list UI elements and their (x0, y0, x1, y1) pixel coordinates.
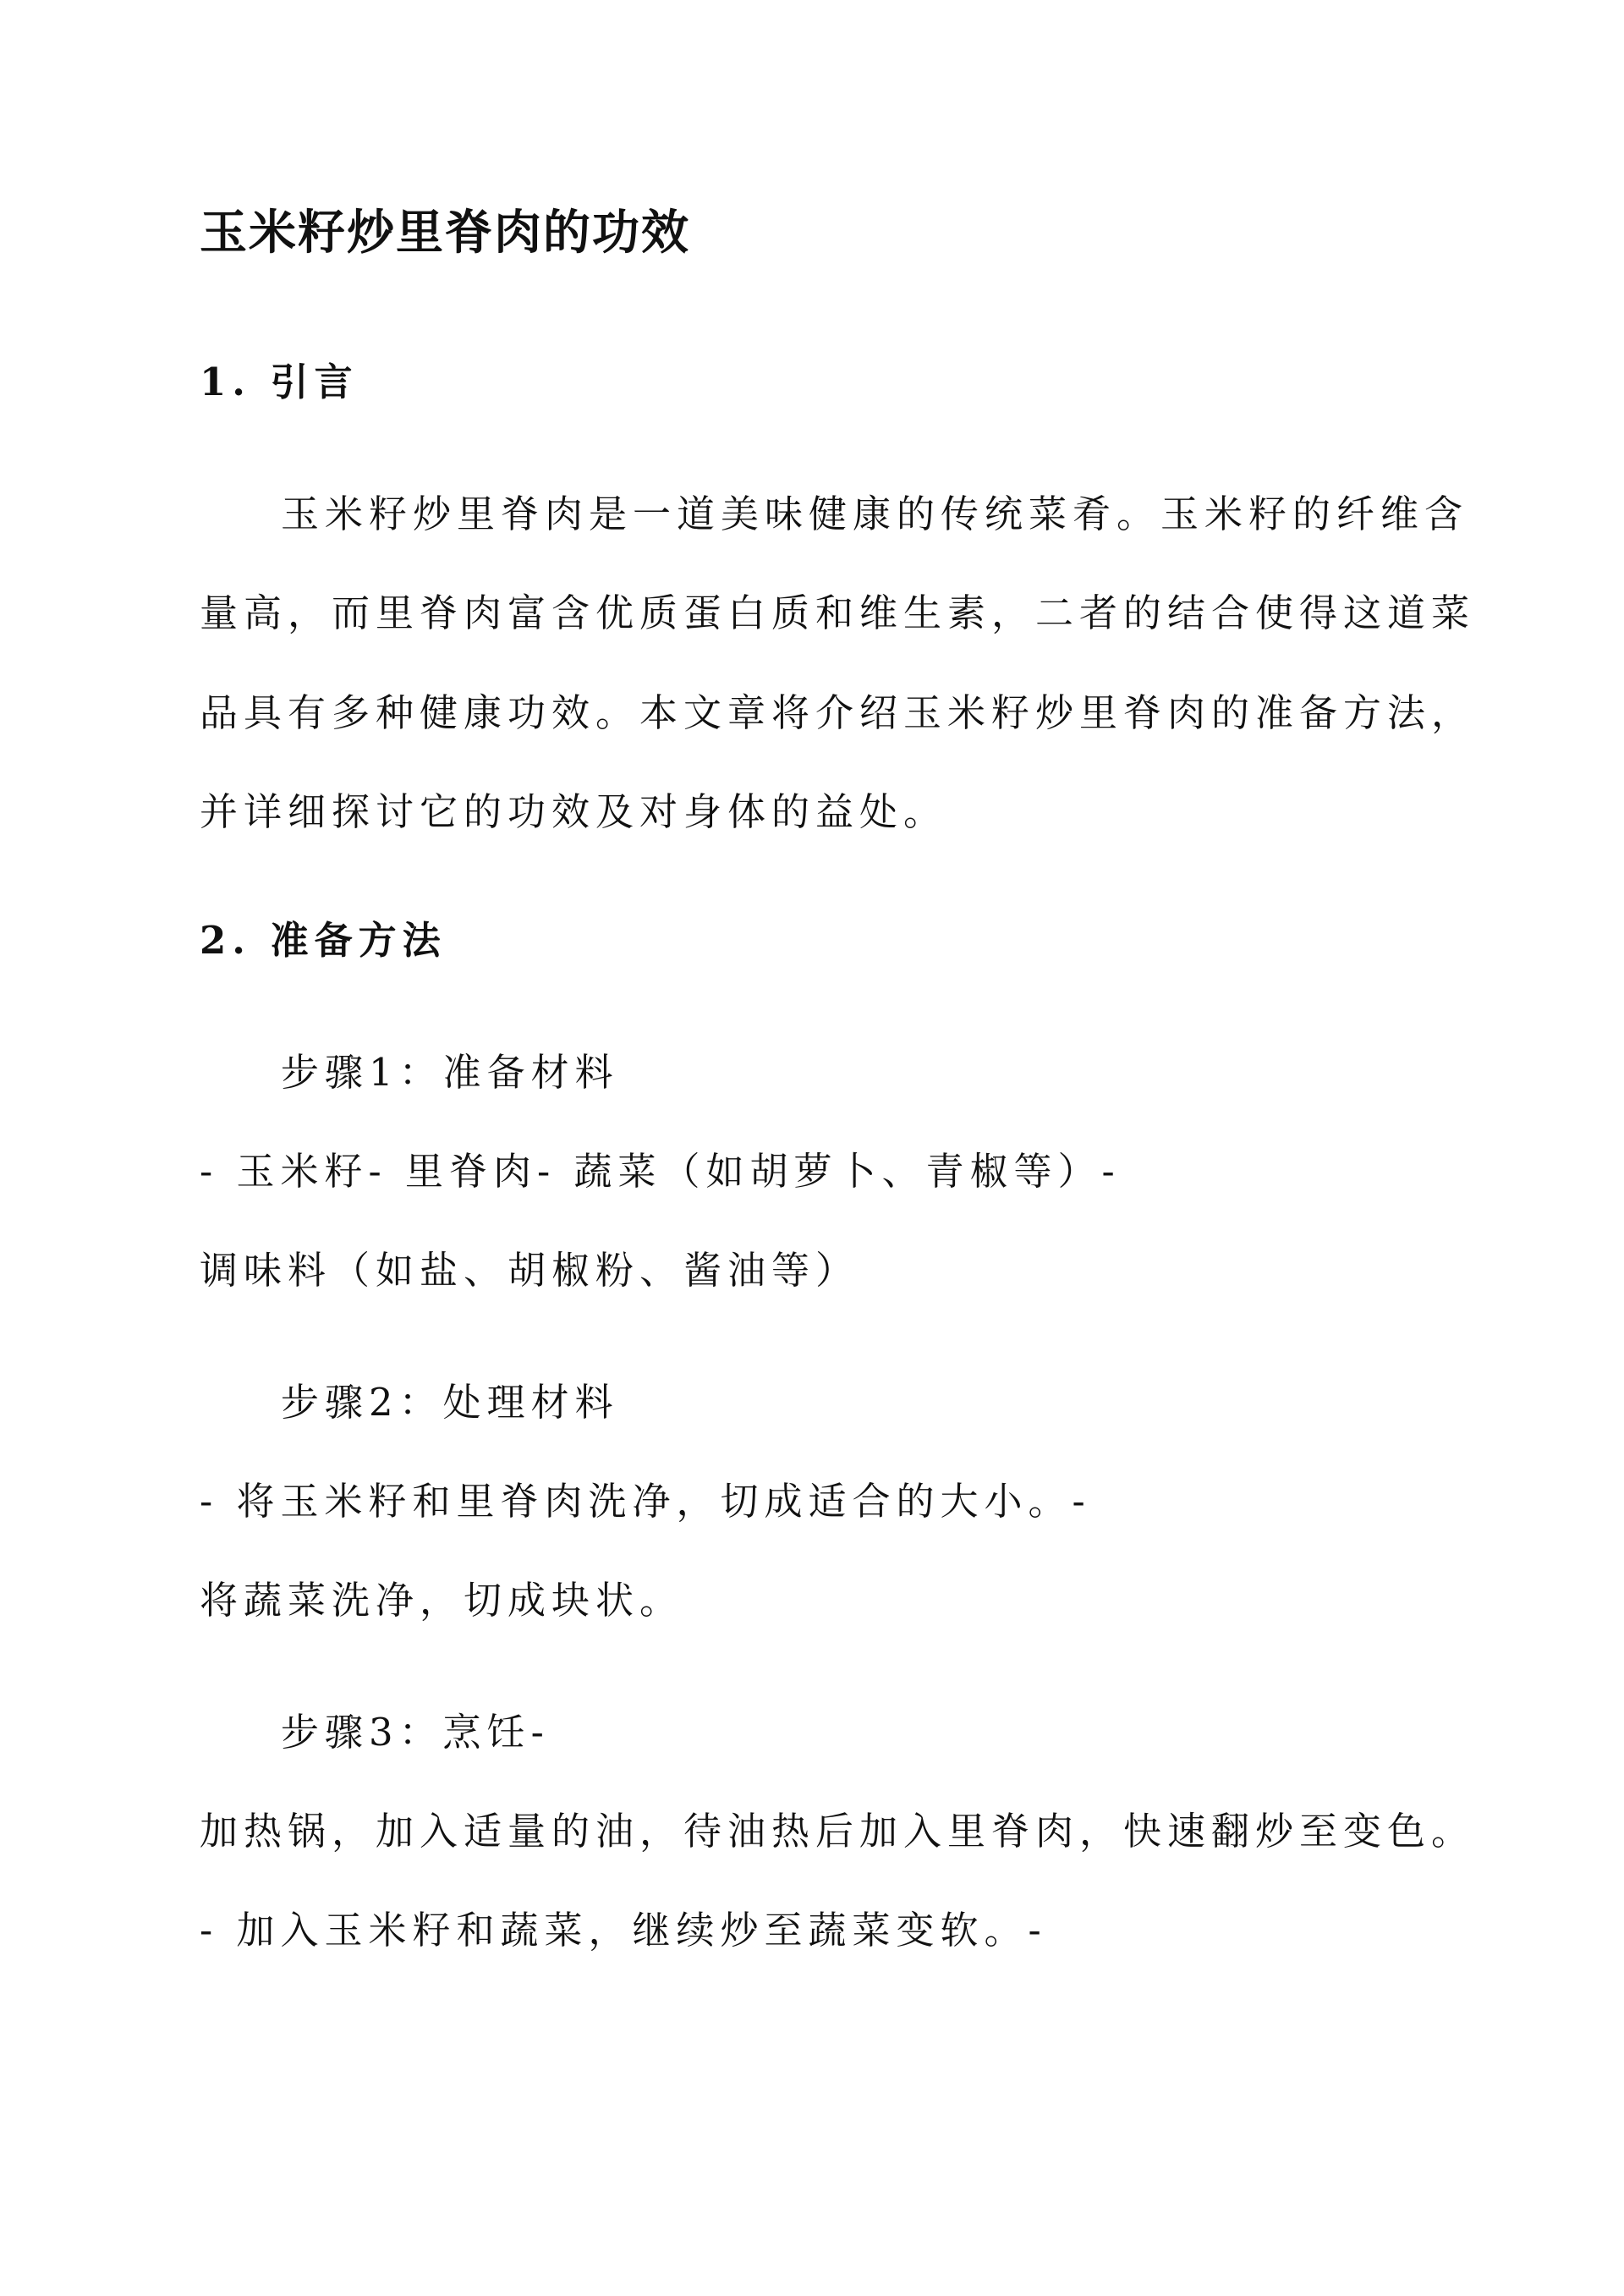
step-label: 步骤1：准备材料 (281, 1050, 619, 1095)
step-line: 调味料（如盐、胡椒粉、酱油等） (200, 1248, 860, 1293)
intro-paragraph-line: 品具有多种健康功效。本文章将介绍玉米籽炒里脊肉的准备方法， (200, 690, 1476, 735)
page-title: 玉米籽炒里脊肉的功效 (200, 205, 690, 261)
step-label: 步骤3：烹饪- (281, 1710, 550, 1755)
step-label: 步骤2：处理材料 (281, 1380, 619, 1425)
intro-paragraph-line: 量高，而里脊肉富含优质蛋白质和维生素，二者的结合使得这道菜 (200, 590, 1476, 635)
step-line: 加热锅，加入适量的油，待油热后加入里脊肉，快速翻炒至变色。 (200, 1809, 1476, 1854)
step-line: - 加入玉米籽和蔬菜，继续炒至蔬菜变软。- (200, 1908, 1047, 1953)
step-line: - 将玉米籽和里脊肉洗净，切成适合的大小。- (200, 1479, 1091, 1524)
intro-paragraph-line: 并详细探讨它的功效及对身体的益处。 (200, 789, 948, 834)
section-heading-preparation: 2. 准备方法 (200, 918, 447, 963)
step-line: 将蔬菜洗净，切成块状。 (200, 1578, 684, 1623)
section-heading-introduction: 1. 引言 (200, 360, 359, 404)
step-line: - 玉米籽- 里脊肉- 蔬菜（如胡萝卜、青椒等）- (200, 1149, 1121, 1194)
intro-paragraph-line: 玉米籽炒里脊肉是一道美味健康的传统菜肴。玉米籽的纤维含 (281, 492, 1469, 536)
